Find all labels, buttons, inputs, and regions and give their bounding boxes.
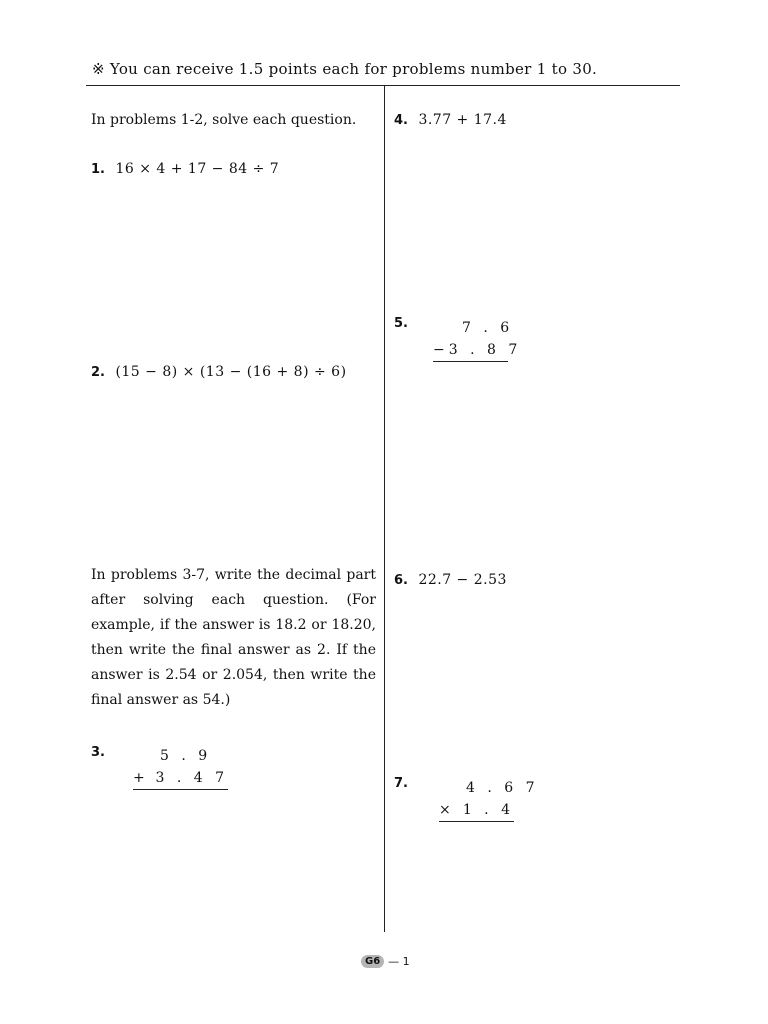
- problem-expression: (15 − 8) × (13 − (16 + 8) ÷ 6): [115, 364, 347, 380]
- problem-number: 5.: [394, 316, 408, 331]
- problem-2: [91, 364, 347, 380]
- problem-expression: 16 × 4 + 17 − 84 ÷ 7: [115, 161, 280, 177]
- difference-rule: [433, 361, 508, 362]
- sum-rule: [133, 789, 228, 790]
- problem-number: 3.: [91, 745, 105, 760]
- header-rule: [86, 85, 680, 86]
- column-divider: [384, 86, 385, 932]
- problem-3: [91, 744, 111, 760]
- problem-expression: 3.77 + 17.4: [418, 112, 507, 128]
- product-rule: [439, 821, 514, 822]
- problem-number: 2.: [91, 365, 105, 380]
- page-footer: [361, 955, 410, 968]
- top-operand: 7 . 6: [462, 320, 514, 336]
- problem-expression: 22.7 − 2.53: [418, 572, 507, 588]
- problem-number: 7.: [394, 776, 408, 791]
- problem-6: [394, 572, 507, 588]
- problem-3-vertical: [133, 745, 228, 790]
- bottom-operand: 3 . 4 7: [155, 770, 228, 786]
- problem-7-vertical: [439, 777, 539, 822]
- problem-7: [394, 775, 414, 791]
- instructions-problems-1-2: In problems 1-2, solve each question.: [91, 112, 357, 128]
- problem-number: 1.: [91, 162, 105, 177]
- operator: +: [133, 770, 149, 786]
- problem-1: [91, 161, 279, 177]
- grade-badge: G6: [361, 955, 384, 968]
- operator: −: [433, 342, 449, 358]
- problem-number: 6.: [394, 573, 408, 588]
- problem-5-vertical: [433, 317, 522, 362]
- problem-4: [394, 112, 507, 128]
- problem-5: [394, 315, 414, 331]
- instructions-problems-3-7: In problems 3-7, write the decimal part after solving each question. (For example, if the answer is 18.2 or 18.20, then write the final answer as 2. If the answer is 2.54 or 2.054, then write the final answer as 54.): [91, 567, 376, 708]
- page-number: — 1: [388, 955, 410, 968]
- top-operand: 4 . 6 7: [466, 780, 539, 796]
- top-operand: 5 . 9: [160, 748, 212, 764]
- scoring-note: ※ You can receive 1.5 points each for problems number 1 to 30.: [92, 60, 598, 78]
- operator: ×: [439, 802, 455, 818]
- bottom-operand: 1 . 4: [462, 802, 514, 818]
- bottom-operand: 3 . 8 7: [448, 342, 522, 358]
- problem-number: 4.: [394, 113, 408, 128]
